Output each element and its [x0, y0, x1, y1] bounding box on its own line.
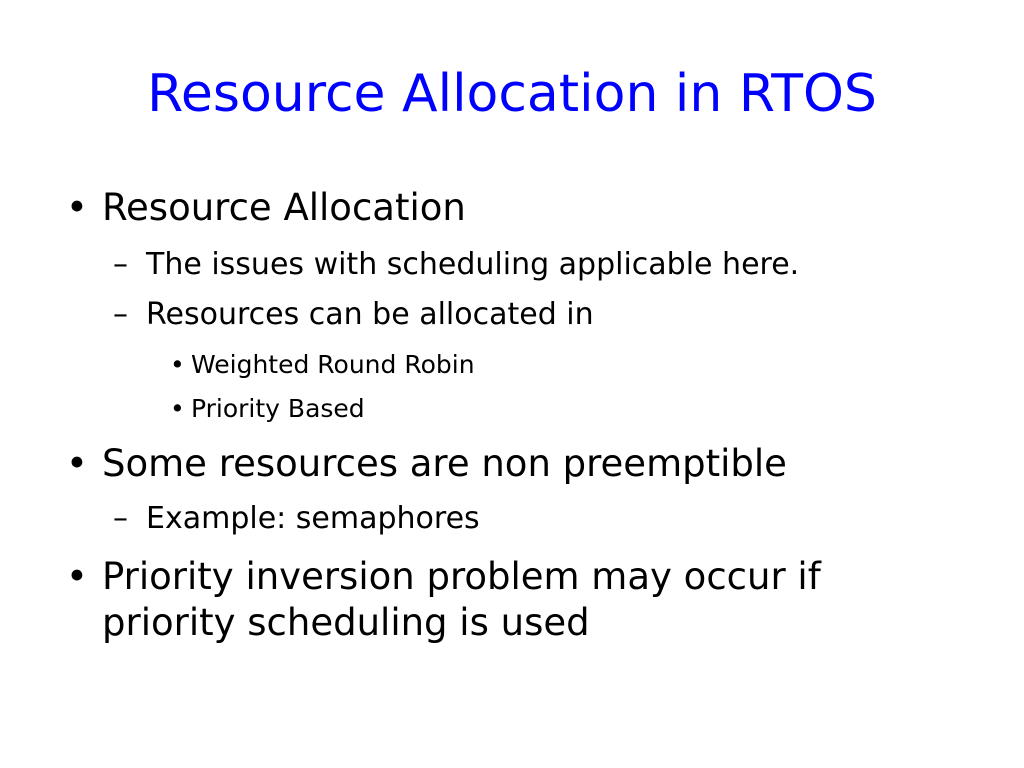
- bullet-icon: •: [170, 350, 185, 379]
- sub-bullet-1-1-text: The issues with scheduling applicable here.: [146, 247, 800, 282]
- bullet-icon: •: [66, 555, 88, 598]
- sub-bullet-2-1-text: Example: semaphores: [146, 501, 480, 536]
- bullet-icon: •: [66, 442, 88, 485]
- dash-icon: –: [113, 297, 128, 332]
- bullet-icon: •: [66, 186, 88, 229]
- dash-icon: –: [113, 501, 128, 536]
- slide-title: Resource Allocation in RTOS: [147, 64, 877, 124]
- bullet-icon: •: [170, 394, 185, 423]
- bullet-3-text-line-1: Priority inversion problem may occur if: [102, 555, 821, 598]
- bullet-2-text: Some resources are non preemptible: [102, 442, 787, 485]
- sub-sub-bullet-1-2-2-text: Priority Based: [191, 394, 365, 423]
- sub-bullet-1-2-text: Resources can be allocated in: [146, 297, 594, 332]
- bullet-1-text: Resource Allocation: [102, 186, 466, 229]
- bullet-3-text-line-2: priority scheduling is used: [102, 601, 590, 644]
- dash-icon: –: [113, 247, 128, 282]
- sub-sub-bullet-1-2-1-text: Weighted Round Robin: [191, 350, 475, 379]
